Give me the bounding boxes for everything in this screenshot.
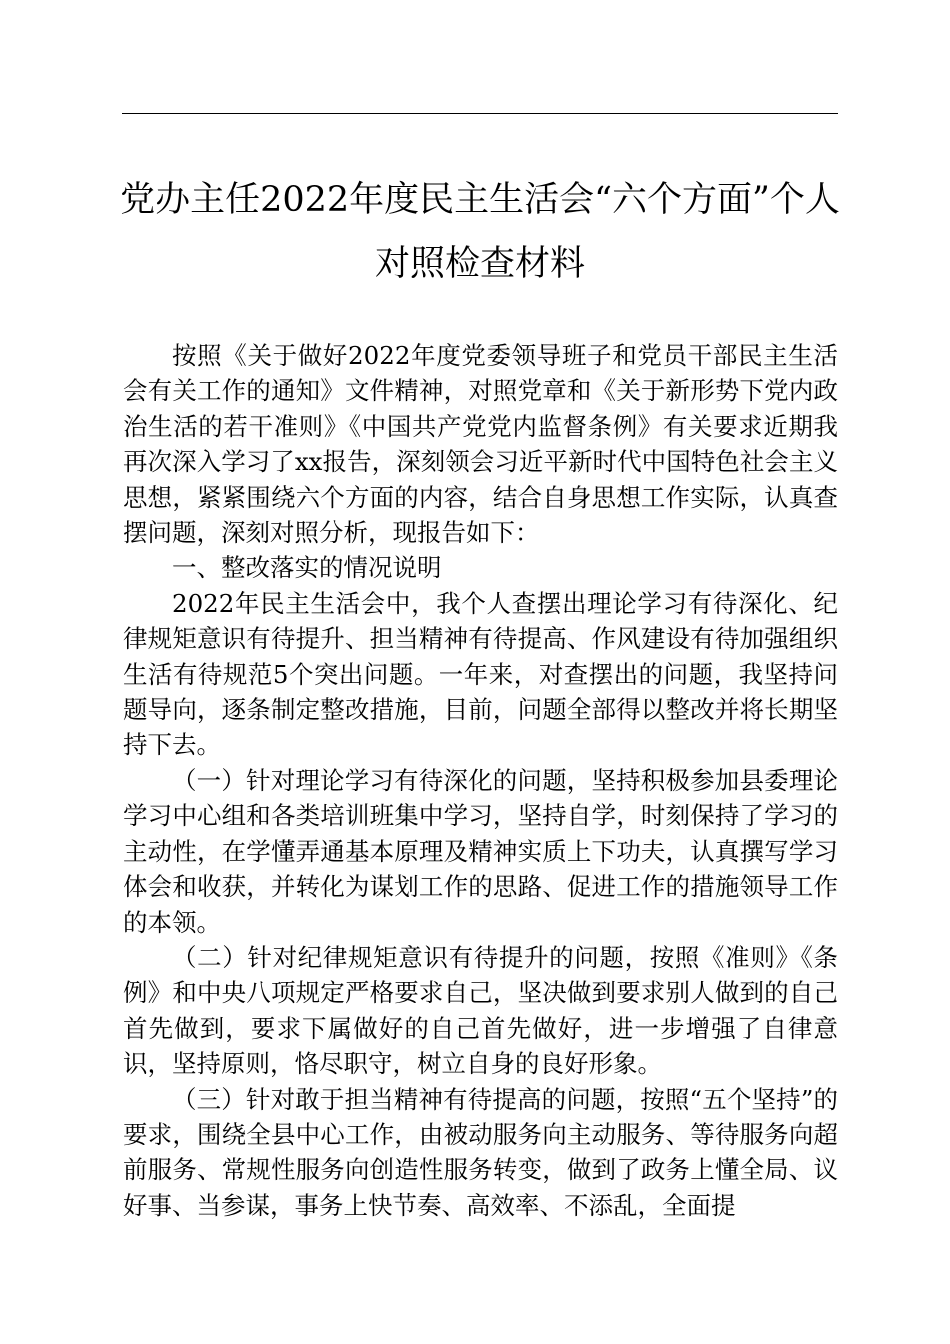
- body-paragraph: （三）针对敢于担当精神有待提高的问题，按照“五个坚持”的要求，围绕全县中心工作，由被动服务向主动服务、等待服务向超前服务、常规性服务向创造性服务转变，做到了政务上懂全局、议好事、当参谋，事务上快节奏、高效率、不添乱，全面提: [123, 1084, 838, 1220]
- body-paragraph: （二）针对纪律规矩意识有待提升的问题，按照《准则》《条例》和中央八项规定严格要求自己，坚决做到要求别人做到的自己首先做到，要求下属做好的自己首先做好，进一步增强了自律意识，坚持原则，恪尽职守，树立自身的良好形象。: [123, 942, 838, 1079]
- body-paragraph: （一）针对理论学习有待深化的问题，坚持积极参加县委理论学习中心组和各类培训班集中学习，坚持自学，时刻保持了学习的主动性，在学懂弄通基本原理及精神实质上下功夫，认真撰写学习体会和收获，并转化为谋划工作的思路、促进工作的措施领导工作的本领。: [123, 765, 838, 937]
- header-rule: [122, 113, 838, 114]
- body-paragraph: 2022年民主生活会中，我个人查摆出理论学习有待深化、纪律规矩意识有待提升、担当精神有待提高、作风建设有待加强组织生活有待规范5个突出问题。一年来，对查摆出的问题，我坚持问题导向，逐条制定整改措施，目前，问题全部得以整改并将长期坚持下去。: [123, 588, 838, 760]
- document-title: 党办主任2022年度民主生活会“六个方面”个人对照检查材料: [120, 180, 840, 284]
- intro-paragraph: 按照《关于做好2022年度党委领导班子和党员干部民主生活会有关工作的通知》文件精神，对照党章和《关于新形势下党内政治生活的若干准则》《中国共产党党内监督条例》有关要求近期我再次深入学习了xx报告，深刻领会习近平新时代中国特色社会主义思想，紧紧围绕六个方面的内容，结合自身思想工作实际，认真查摆问题，深刻对照分析，现报告如下：: [123, 341, 838, 548]
- document-body: [123, 338, 838, 1223]
- section-heading: 一、整改落实的情况说明: [172, 553, 442, 583]
